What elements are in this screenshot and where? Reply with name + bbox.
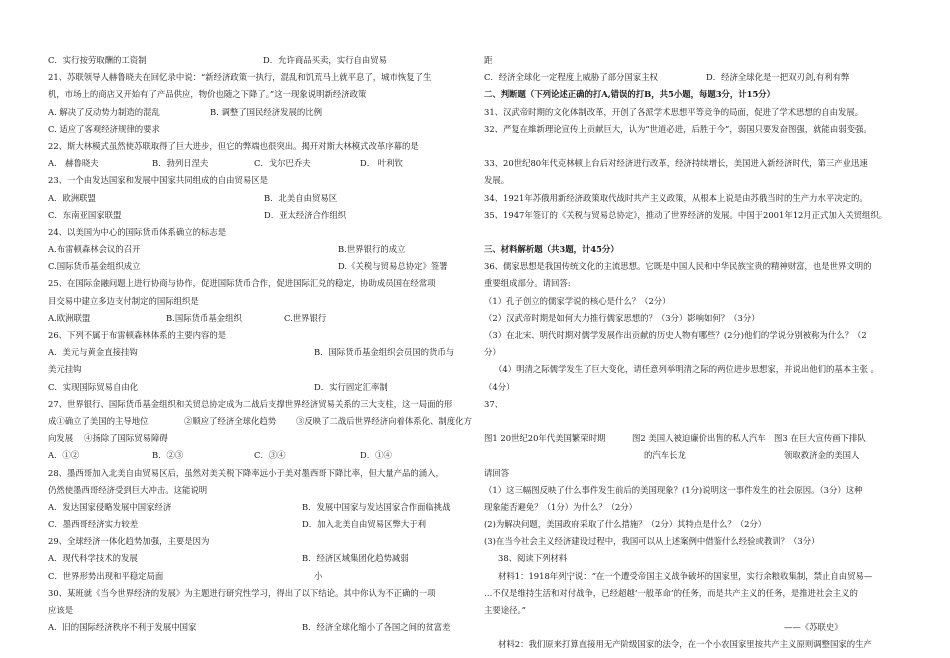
text-line	[48, 361, 470, 378]
text-line	[48, 207, 470, 224]
text-segment: 仍然使墨西哥经济受到巨大冲击。这能说明	[48, 484, 208, 495]
text-segment: 22、斯大林模式虽然使苏联取得了巨大进步，但它的弊端也很突出。揭开对斯大林模式改革序幕的是	[48, 140, 419, 151]
text-segment: B. 调整了国民经济发展的比例	[210, 106, 322, 117]
text-segment: A． 赫鲁晓夫	[48, 158, 99, 169]
text-line	[484, 499, 906, 516]
text-segment: 36、儒家思想是我国传统文化的主流思想。它既是中国人民和中华民族宝贵的精神财富，也是世界文明的	[484, 261, 872, 272]
text-line	[484, 602, 906, 619]
text-line	[48, 447, 470, 464]
text-line	[484, 465, 906, 482]
text-line	[484, 396, 906, 413]
text-line	[48, 224, 470, 241]
text-segment: 26、下列不属于布雷顿森林体系的主要内容的是	[48, 330, 227, 340]
text-line	[48, 69, 470, 86]
text-line	[48, 172, 470, 189]
text-segment: 现象能否避免？（1分）为什么？（2分）	[484, 501, 638, 512]
text-line	[48, 310, 470, 327]
text-segment: D．实行固定汇率制	[314, 381, 388, 392]
text-segment: 图2 美国人被迫廉价出售的私人汽车	[632, 433, 766, 444]
text-line	[484, 619, 906, 636]
text-segment: 图3 在巨大宣传画下排队	[774, 433, 866, 444]
left-column	[48, 52, 470, 636]
text-line	[484, 482, 906, 499]
text-line	[484, 516, 906, 533]
text-segment: B．②③	[152, 450, 184, 461]
text-line	[484, 155, 906, 172]
text-line	[484, 327, 906, 344]
text-segment: A. 解决了反动势力制造的混乱	[48, 106, 160, 117]
text-line	[48, 619, 470, 636]
text-segment: …不仅是维持生活和对付战争，已经超越‘一般革命’的任务，而是共产主义的任务，是推进社会主义的	[484, 587, 858, 598]
text-segment: ③反映了二战后世界经济向着体系化、制度化方	[296, 415, 472, 426]
text-segment: 的汽车长龙	[644, 450, 686, 461]
text-segment: A.布雷顿森林会议的召开	[48, 244, 141, 255]
text-line	[48, 138, 470, 155]
text-segment: 37、	[484, 398, 504, 409]
text-line	[484, 121, 906, 138]
text-segment: 23、一个由发达国家和发展中国家共同组成的自由贸易区是	[48, 175, 269, 186]
text-segment: A．发达国家侵略发展中国家经济	[48, 501, 172, 512]
text-segment: (2)为解决问题，美国政府采取了什么措施？（2分）其特点是什么？（2分）	[484, 519, 767, 530]
text-segment: 机，市场上的商店又开始有了产品供应，物价也随之下降了。”这一现象说明新经济政策	[48, 89, 367, 100]
text-line	[48, 465, 470, 482]
text-segment: C. 适应了客观经济规律的要求	[48, 123, 160, 134]
text-line	[48, 190, 470, 207]
text-segment: （2）汉武帝时期是如何大力推行儒家思想的？（3分）影响如何？（3分）	[484, 312, 760, 323]
text-segment: B．勃列日涅夫	[152, 158, 209, 169]
text-line	[48, 499, 470, 516]
text-segment: B.世界银行的成立	[338, 244, 406, 255]
text-segment: ②顺应了经济全球化趋势	[184, 415, 277, 426]
text-line	[484, 310, 906, 327]
text-line	[484, 533, 906, 550]
text-line	[484, 430, 906, 447]
text-segment: 应该是	[48, 605, 74, 615]
text-segment: A．现代科学技术的发展	[48, 553, 138, 564]
text-segment: 32、严复在維新理论宣传上贡献巨大，认为“世道必进，后胜于今”，弱国只要发奋图强，就能由弱变强。	[484, 123, 872, 134]
text-line	[48, 241, 470, 258]
text-segment: 目交易中建立多边支付制定的国际组织是	[48, 295, 199, 306]
text-line	[48, 396, 470, 413]
text-line	[484, 190, 906, 207]
text-segment: C．经济全球化一定程度上威胁了部分国家主权	[484, 72, 658, 83]
text-segment: 成①确立了美国的主导地位	[48, 415, 149, 426]
text-segment: A．①②	[48, 450, 80, 461]
text-segment: D． 叶利钦	[360, 158, 403, 169]
text-segment: 重要组成部分。请回答:	[484, 278, 571, 289]
text-segment: （4分）	[484, 381, 515, 392]
text-segment: C．墨西哥经济实力较差	[48, 519, 139, 530]
text-segment: A．美元与黄金直接挂钩	[48, 347, 138, 358]
text-segment: 31、汉武帝时期的文化体制改革，开创了各派学术思想平等竞争的局面，促进了学术思想的自由发展。	[484, 106, 864, 117]
text-segment: （3）在北宋、明代时期对儒学发展作出贡献的历史人物有哪些？(2分)他们的学说分别被称为什么？（2	[484, 330, 867, 340]
text-segment: 美元挂钩	[48, 364, 82, 375]
text-segment: B．北美自由贸易区	[264, 192, 338, 203]
text-line	[48, 516, 470, 533]
text-segment: 29、全球经济一体化趋势加强，主要是因为	[48, 536, 210, 547]
text-line	[484, 104, 906, 121]
text-line	[484, 275, 906, 292]
text-line	[48, 52, 470, 69]
text-segment: (3)在当今社会主义经济建设过程中，我国可以从上述案例中借鉴什么经验或教训？（3分）	[484, 536, 820, 547]
text-segment: 主要途径。”	[484, 605, 526, 615]
text-segment: 请回答	[484, 467, 510, 478]
text-line	[48, 275, 470, 292]
text-line	[484, 447, 906, 464]
text-segment: D.《关税与贸易总协定》签署	[338, 261, 448, 272]
text-segment: B.国际货币基金组织	[166, 312, 242, 323]
text-line	[48, 155, 470, 172]
text-segment: B．国际货币基金组织会员国的货币与	[314, 347, 455, 358]
text-segment: ④扬除了国际贸易障碍	[84, 433, 168, 444]
text-segment: 向发展	[48, 433, 74, 444]
text-segment: B．经济全球化缩小了各国之间的贫富差	[302, 622, 451, 633]
text-segment: B．发展中国家与发达国家合作面临挑战	[302, 501, 451, 512]
text-segment: D．①④	[360, 450, 392, 461]
text-segment: C．戈尔巴乔夫	[254, 158, 311, 169]
text-segment: A．欧洲联盟	[48, 192, 96, 203]
section-heading	[484, 241, 906, 258]
text-segment: 38、阅读下列材料	[498, 553, 568, 564]
text-line	[484, 52, 906, 69]
text-segment: 图1 20世纪20年代美国繁荣时期	[484, 433, 606, 444]
text-segment: （4）明清之际儒学发生了巨大变化，请任意列举明清之际的两位进步思想家，并说出他们的基本主张 。	[494, 364, 879, 375]
text-segment: C．东南亚国家联盟	[48, 209, 122, 220]
text-segment: C．实现国际贸易自由化	[48, 381, 139, 392]
text-line	[48, 258, 470, 275]
text-segment: 33、20世纪80年代克林顿上台后对经济进行改革，经济持续增长，美国进入新经济时代，第三产业迅速	[484, 158, 868, 169]
text-segment: 35、1947年签订的《关税与贸易总协定》，推动了世界经济的发展。中国于2001年12月正式加入关贸组织。	[484, 209, 888, 220]
text-line	[484, 207, 906, 224]
text-segment: 领取救济金的美国人	[784, 450, 860, 461]
text-line	[48, 550, 470, 567]
text-line	[484, 550, 906, 567]
text-segment: C.国际货币基金组织成立	[48, 261, 141, 272]
text-line	[48, 482, 470, 499]
text-segment: 分）	[484, 347, 501, 358]
text-segment: 小	[314, 570, 323, 581]
text-line	[484, 379, 906, 396]
text-segment: 21、苏联领导人赫鲁晓夫在回忆录中说：“新经济政策一执行，混乱和饥荒马上就平息了，城市恢复了生	[48, 72, 432, 83]
text-segment: D．允许商品买卖，实行自由贸易	[263, 55, 387, 65]
text-line	[48, 413, 470, 430]
text-segment: 三、材料解析题（共3题，计45分）	[484, 244, 619, 255]
text-line	[484, 344, 906, 361]
text-line	[484, 224, 906, 241]
text-line	[484, 568, 906, 585]
text-segment: 材料1：1918年列宁说：“在一个遭受帝国主义战争破坏的国家里，实行余粮收集制，禁止自由贸易—	[498, 570, 873, 581]
text-line	[48, 86, 470, 103]
text-line	[484, 258, 906, 275]
text-line	[48, 344, 470, 361]
text-segment: D．经济全球化是一把双刃剑,有利有弊	[706, 72, 850, 83]
text-line	[484, 172, 906, 189]
text-line	[484, 293, 906, 310]
text-segment: C．实行按劳取酬的工资制	[48, 55, 147, 65]
text-segment: D．加入北美自由贸易区弊大于利	[302, 519, 426, 530]
text-line	[484, 413, 906, 430]
text-segment: （1）这三幅图反映了什么事件发生前后的美国现象？(1分)说明这一事件发生的社会原因。（3分）这种	[484, 484, 863, 495]
text-segment: A．旧的国际经济秩序不利于发展中国家	[48, 622, 197, 633]
text-segment: 30、某班就《当今世界经济的发展》为主题进行研究性学习，得出了以下结论。其中你认为不正确的一项	[48, 587, 436, 598]
text-line	[484, 585, 906, 602]
text-segment: A.欧洲联盟	[48, 312, 91, 323]
text-segment: ——《苏联史》	[784, 622, 843, 633]
text-segment: C．世界形势出现和平稳定局面	[48, 570, 164, 581]
text-segment: 28、墨西哥加入北美自由贸易区后，虽然对美关税下降率远小于美对墨西哥下降比率，但大量产品的涌入，	[48, 467, 444, 478]
text-segment: D．亚太经济合作组织	[264, 209, 347, 220]
text-line	[48, 121, 470, 138]
text-segment: 24、以美国为中心的国际货币体系确立的标志是	[48, 226, 227, 237]
text-line	[48, 533, 470, 550]
text-line	[48, 430, 470, 447]
text-segment: B．经济区域集团化趋势减弱	[302, 553, 409, 564]
text-line	[48, 104, 470, 121]
text-segment: 27、世界银行、国际货币基金组织和关贸总协定成为二战后支撑世界经济贸易关系的三大支柱，这一局面的形	[48, 398, 453, 409]
text-segment: 材料2：我们原来打算直接用无产阶级国家的法令，在一个小农国家里按共产主义原则调整国家的生产	[498, 639, 872, 650]
right-column	[484, 52, 906, 654]
text-segment: 距	[484, 55, 493, 65]
text-segment: （1）孔子创立的儒家学说的核心是什么？（2分）	[484, 295, 671, 306]
section-heading	[484, 86, 906, 103]
text-segment: C．③④	[254, 450, 286, 461]
text-line	[484, 69, 906, 86]
text-segment: 发展。	[484, 175, 510, 186]
text-line	[48, 379, 470, 396]
text-line	[484, 138, 906, 155]
text-segment: 34、1921年苏俄用新经济政策取代战时共产主义政策，从根本上说是由苏俄当时的生产力水平决定的。	[484, 192, 868, 203]
text-line	[48, 602, 470, 619]
text-line	[48, 293, 470, 310]
text-line	[48, 585, 470, 602]
text-line	[48, 568, 470, 585]
text-line	[48, 327, 470, 344]
text-line	[484, 636, 906, 653]
text-segment: 二、判断题（下列论述正确的打A,错误的打B，共5小题，每题3分，计15分）	[484, 89, 776, 100]
text-segment: C.世界银行	[284, 312, 327, 323]
text-line	[484, 361, 906, 378]
text-segment: 25、在国际金融问题上进行协商与协作，促进国际货币合作，促进国际汇兑的稳定，协助成员国在经常项	[48, 278, 436, 289]
